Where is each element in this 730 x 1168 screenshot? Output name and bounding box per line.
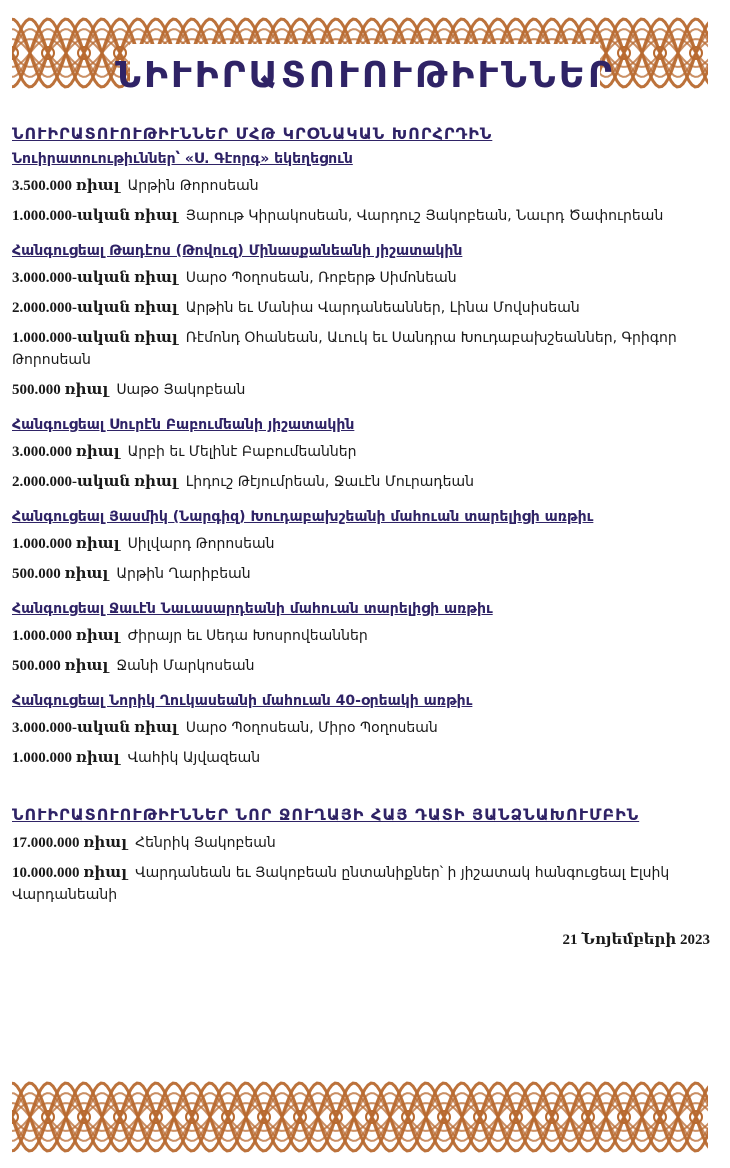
group-title: Հանգուցեալ Յասմիկ (Նարգիզ) Խուդաբախշեանի մահուան տարելիցի առթիւ	[12, 509, 594, 525]
donation-amount: 1.000.000 ռիալ	[12, 628, 120, 644]
donation-row	[12, 832, 712, 854]
donation-group	[12, 601, 712, 677]
donor-names: Վարդանեան եւ Յակոբեան ընտանիքներ՝ ի յիշատակ հանգուցեալ Էլսիկ Վարդանեանի	[12, 865, 670, 903]
donation-amount: 2.000.000-ական ռիալ	[12, 300, 178, 316]
group-title: Հանգուցեալ Նորիկ Ղուկասեանի մահուան 40-օրեակի առթիւ	[12, 693, 473, 709]
donation-group	[12, 417, 712, 493]
donation-row	[12, 441, 712, 463]
group-title: Հանգուցեալ Ջաւէն Նաւասարդեանի մահուան տարելիցի առթիւ	[12, 601, 493, 617]
header-title-box	[115, 44, 615, 106]
donor-names: Արբի եւ Մելինէ Բաբումեաններ	[127, 444, 357, 460]
donation-amount: 3.500.000 ռիալ	[12, 178, 120, 194]
donation-row	[12, 175, 712, 197]
donation-group	[12, 243, 712, 401]
donation-amount: 10.000.000 ռիալ	[12, 865, 128, 881]
section-religious-council	[12, 124, 712, 769]
donation-row	[12, 379, 712, 401]
donor-names: Սարօ Պօղոսեան, Ռոբերթ Սիմոնեան	[185, 270, 457, 286]
group-title: Հանգուցեալ Թադէոս (Թովուզ) Մինասքանեանի յիշատակին	[12, 243, 463, 259]
donation-row	[12, 747, 712, 769]
donation-amount: 500.000 ռիալ	[12, 658, 109, 674]
donation-row	[12, 327, 712, 371]
donation-amount: 1.000.000 ռիալ	[12, 536, 120, 552]
knot-border-bottom	[12, 1072, 708, 1162]
content	[12, 124, 712, 949]
donation-row	[12, 533, 712, 555]
donation-row	[12, 655, 712, 677]
donor-names: Սաթօ Յակոբեան	[116, 382, 246, 398]
donation-row	[12, 563, 712, 585]
donor-names: Ջանի Մարկոսեան	[116, 658, 255, 674]
donation-row	[12, 297, 712, 319]
donor-names: Արթին եւ Մանիա Վարդանեաններ, Լինա Մովսիսեան	[185, 300, 580, 316]
bottom-ornament-band	[12, 1072, 708, 1162]
donation-group	[12, 151, 712, 227]
publication-date: 21 Նոյեմբերի 2023	[562, 932, 710, 948]
donation-amount: 1.000.000-ական ռիալ	[12, 208, 178, 224]
donor-names: Յարութ Կիրակոսեան, Վարդուշ Յակոբեան, Նաւրդ Ծափուրեան	[185, 208, 664, 224]
donation-amount: 17.000.000 ռիալ	[12, 835, 128, 851]
donation-row	[12, 717, 712, 739]
donation-amount: 500.000 ռիալ	[12, 566, 109, 582]
donor-names: Արթին Ղարիբեան	[116, 566, 251, 582]
donation-amount: 1.000.000 ռիալ	[12, 750, 120, 766]
donor-names: Արթին Թորոսեան	[127, 178, 259, 194]
donation-amount: 1.000.000-ական ռիալ	[12, 330, 178, 346]
donor-names: Սարօ Պօղոսեան, Միրօ Պօղոսեան	[185, 720, 438, 736]
donation-group	[12, 509, 712, 585]
donor-names: Ժիրայր եւ Սեդա Խոսրովեաններ	[127, 628, 368, 644]
donation-row	[12, 625, 712, 647]
donation-amount: 3.000.000 ռիալ	[12, 444, 120, 460]
donation-amount: 3.000.000-ական ռիալ	[12, 720, 178, 736]
section-spacer	[12, 785, 712, 805]
donor-names: Ռէմոնդ Օհանեան, Աւուկ եւ Սանդրա Խուդաբախշեաններ, Գրիգոր Թորոսեան	[12, 330, 677, 368]
donation-amount: 500.000 ռիալ	[12, 382, 109, 398]
donation-group	[12, 693, 712, 769]
section-hay-dat-committee	[12, 805, 712, 906]
section-title: ՆՈՒԻՐԱՏՈՒՈՒԹԻՒՆՆԵՐ ՆՈՐ ՋՈՒՂԱՅԻ ՀԱՅ ԴԱՏԻ ՅԱՆՁՆԱԽՈՒՄԲԻՆ	[12, 805, 640, 824]
donor-names: Սիլվարդ Թորոսեան	[127, 536, 275, 552]
donation-row	[12, 471, 712, 493]
donor-names: Հենրիկ Յակոբեան	[135, 835, 276, 851]
donor-names: Վահիկ Այվազեան	[127, 750, 261, 766]
donation-row	[12, 862, 712, 906]
donation-amount: 2.000.000-ական ռիալ	[12, 474, 178, 490]
page-title: ՆԻՒԻՐԱՏՈՒՈՒԹԻՒՆՆԵՐ	[115, 54, 615, 96]
section-title: ՆՈՒԻՐԱՏՈՒՈՒԹԻՒՆՆԵՐ ՄՀԹ ԿՐՕՆԱԿԱՆ ԽՈՐՀՐԴԻՆ	[12, 124, 493, 143]
donation-row	[12, 205, 712, 227]
group-title: Նուիրատուութիւններ՝ «Ս. Գէորգ» եկեղեցուն	[12, 151, 353, 167]
donor-names: Լիդուշ Թէյումրեան, Ջաւէն Մուրադեան	[185, 474, 475, 490]
donation-row	[12, 267, 712, 289]
group-title: Հանգուցեալ Սուրէն Բաբումեանի յիշատակին	[12, 417, 355, 433]
donation-amount: 3.000.000-ական ռիալ	[12, 270, 178, 286]
